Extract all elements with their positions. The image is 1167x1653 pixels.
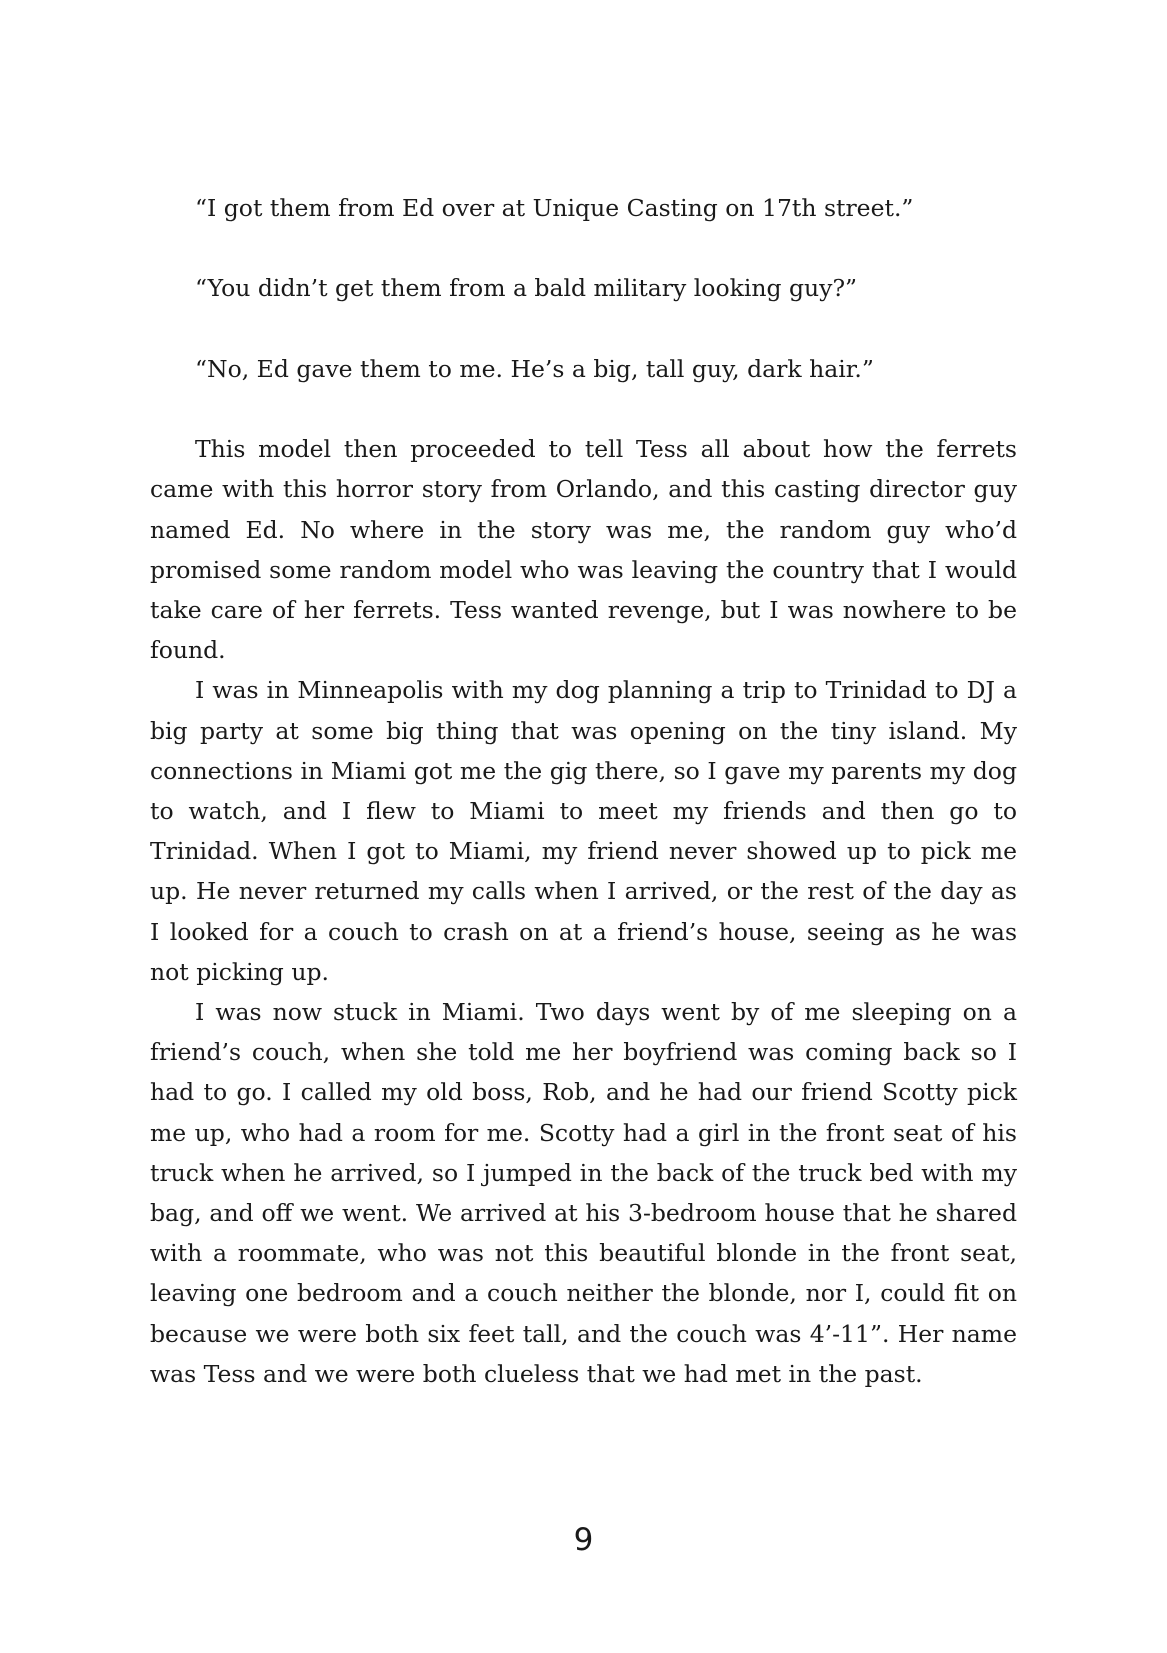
page-body [150,188,1017,1394]
body-paragraph: This model then proceeded to tell Tess all about how the ferrets came with this horror story from Orlando, and this casting director guy named Ed. No where in the story was me, the random guy who’d promised some random model who was leaving the country that I would take care of her ferrets. Tess wanted revenge, but I was nowhere to be found. [150,435,1017,665]
dialogue-line: “I got them from Ed over at Unique Casting on 17th street.” [195,194,914,222]
dialogue-line: “You didn’t get them from a bald military looking guy?” [195,274,858,303]
body-paragraph: I was in Minneapolis with my dog planning a trip to Trinidad to DJ a big party at some big thing that was opening on the tiny island. My connections in Miami got me the gig there, so I gave my parents my dog to watch, and I flew to Miami to meet my friends and then go to Trinidad. When I got to Miami, my friend never showed up to pick me up. He never returned my calls when I arrived, or the rest of the day as I looked for a couch to crash on at a friend’s house, seeing as he was not picking up. [150,676,1017,986]
body-paragraph: I was now stuck in Miami. Two days went by of me sleeping on a friend’s couch, when she told me her boyfriend was coming back so I had to go. I called my old boss, Rob, and he had our friend Scotty pick me up, who had a room for me. Scotty had a girl in the front seat of his truck when he arrived, so I jumped in the back of the truck bed with my bag, and off we went. We arrived at his 3-bedroom house that he shared with a roommate, who was not this beautiful blonde in the front seat, leaving one bedroom and a couch neither the blonde, nor I, could fit on because we were both six feet tall, and the couch was 4’-11”. Her name was Tess and we were both clueless that we had met in the past. [150,998,1017,1388]
dialogue-line: “No, Ed gave them to me. He’s a big, tall guy, dark hair.” [195,354,874,383]
page-number: 9 [573,1522,594,1558]
